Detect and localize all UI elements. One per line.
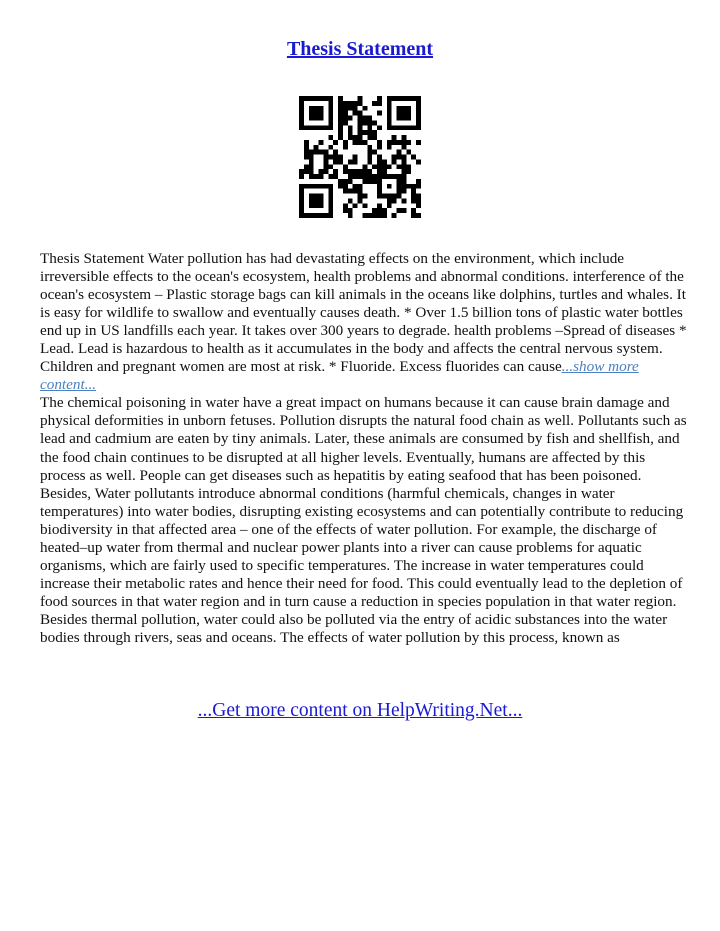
show-more-link[interactable]: ...show more content... [40,358,639,394]
title-container [0,38,720,61]
article-body [40,250,688,647]
article-text-part1: Thesis Statement Water pollution has had devastating effects on the environment, which include irreversible effects to the ocean's ecosystem, health problems and abnormal conditions. interference of the ocean's ecosystem – Plastic storage bags can kill animals in the oceans like dolphins, turtles and whales. It is easy for wildlife to swallow and eventually causes death. * Over 1.5 billion tons of plastic water bottles end up in US landfills each year. It takes over 300 years to degrade. health problems –Spread of diseases * Lead. Lead is hazardous to health as it accumulates in the body and affects the central nervous system. Children and pregnant women are most at risk. * Fluoride. Excess fluorides can cause [40,250,687,376]
get-more-content-link[interactable]: ...Get more content on HelpWriting.Net... [197,700,523,721]
footer-container [0,700,720,722]
qr-code-icon [299,96,421,218]
article-text-part2: The chemical poisoning in water have a great impact on humans because it can cause brain damage and physical deformities in unborn fetuses. Pollution disrupts the natural food chain as well. Pollutants such as lead and cadmium are eaten by tiny animals. Later, these animals are consumed by fish and shellfish, and the food chain continues to be disrupted at all higher levels. Eventually, humans are affected by this process as well. People can get diseases such as hepatitis by eating seafood that has been poisoned. Besides, Water pollutants introduce abnormal conditions (harmful chemicals, changes in water temperatures) into water bodies, disrupting existing ecosystems and can potentially contribute to reducing biodiversity in that affected area – one of the effects of water pollution. For example, the discharge of heated–up water from thermal and nuclear power plants into a river can cause problems for aquatic organisms, which are fairly used to specific temperatures. The increase in water temperatures could increase their metabolic rates and hence their need for food. This could eventually lead to the depletion of food sources in that water region and in turn cause a reduction in species population in that water region. Besides thermal pollution, water could also be polluted via the entry of acidic substances into the water bodies through rivers, seas and oceans. The effects of water pollution by this process, known as [40,394,687,646]
page-title[interactable]: Thesis Statement [286,38,434,60]
